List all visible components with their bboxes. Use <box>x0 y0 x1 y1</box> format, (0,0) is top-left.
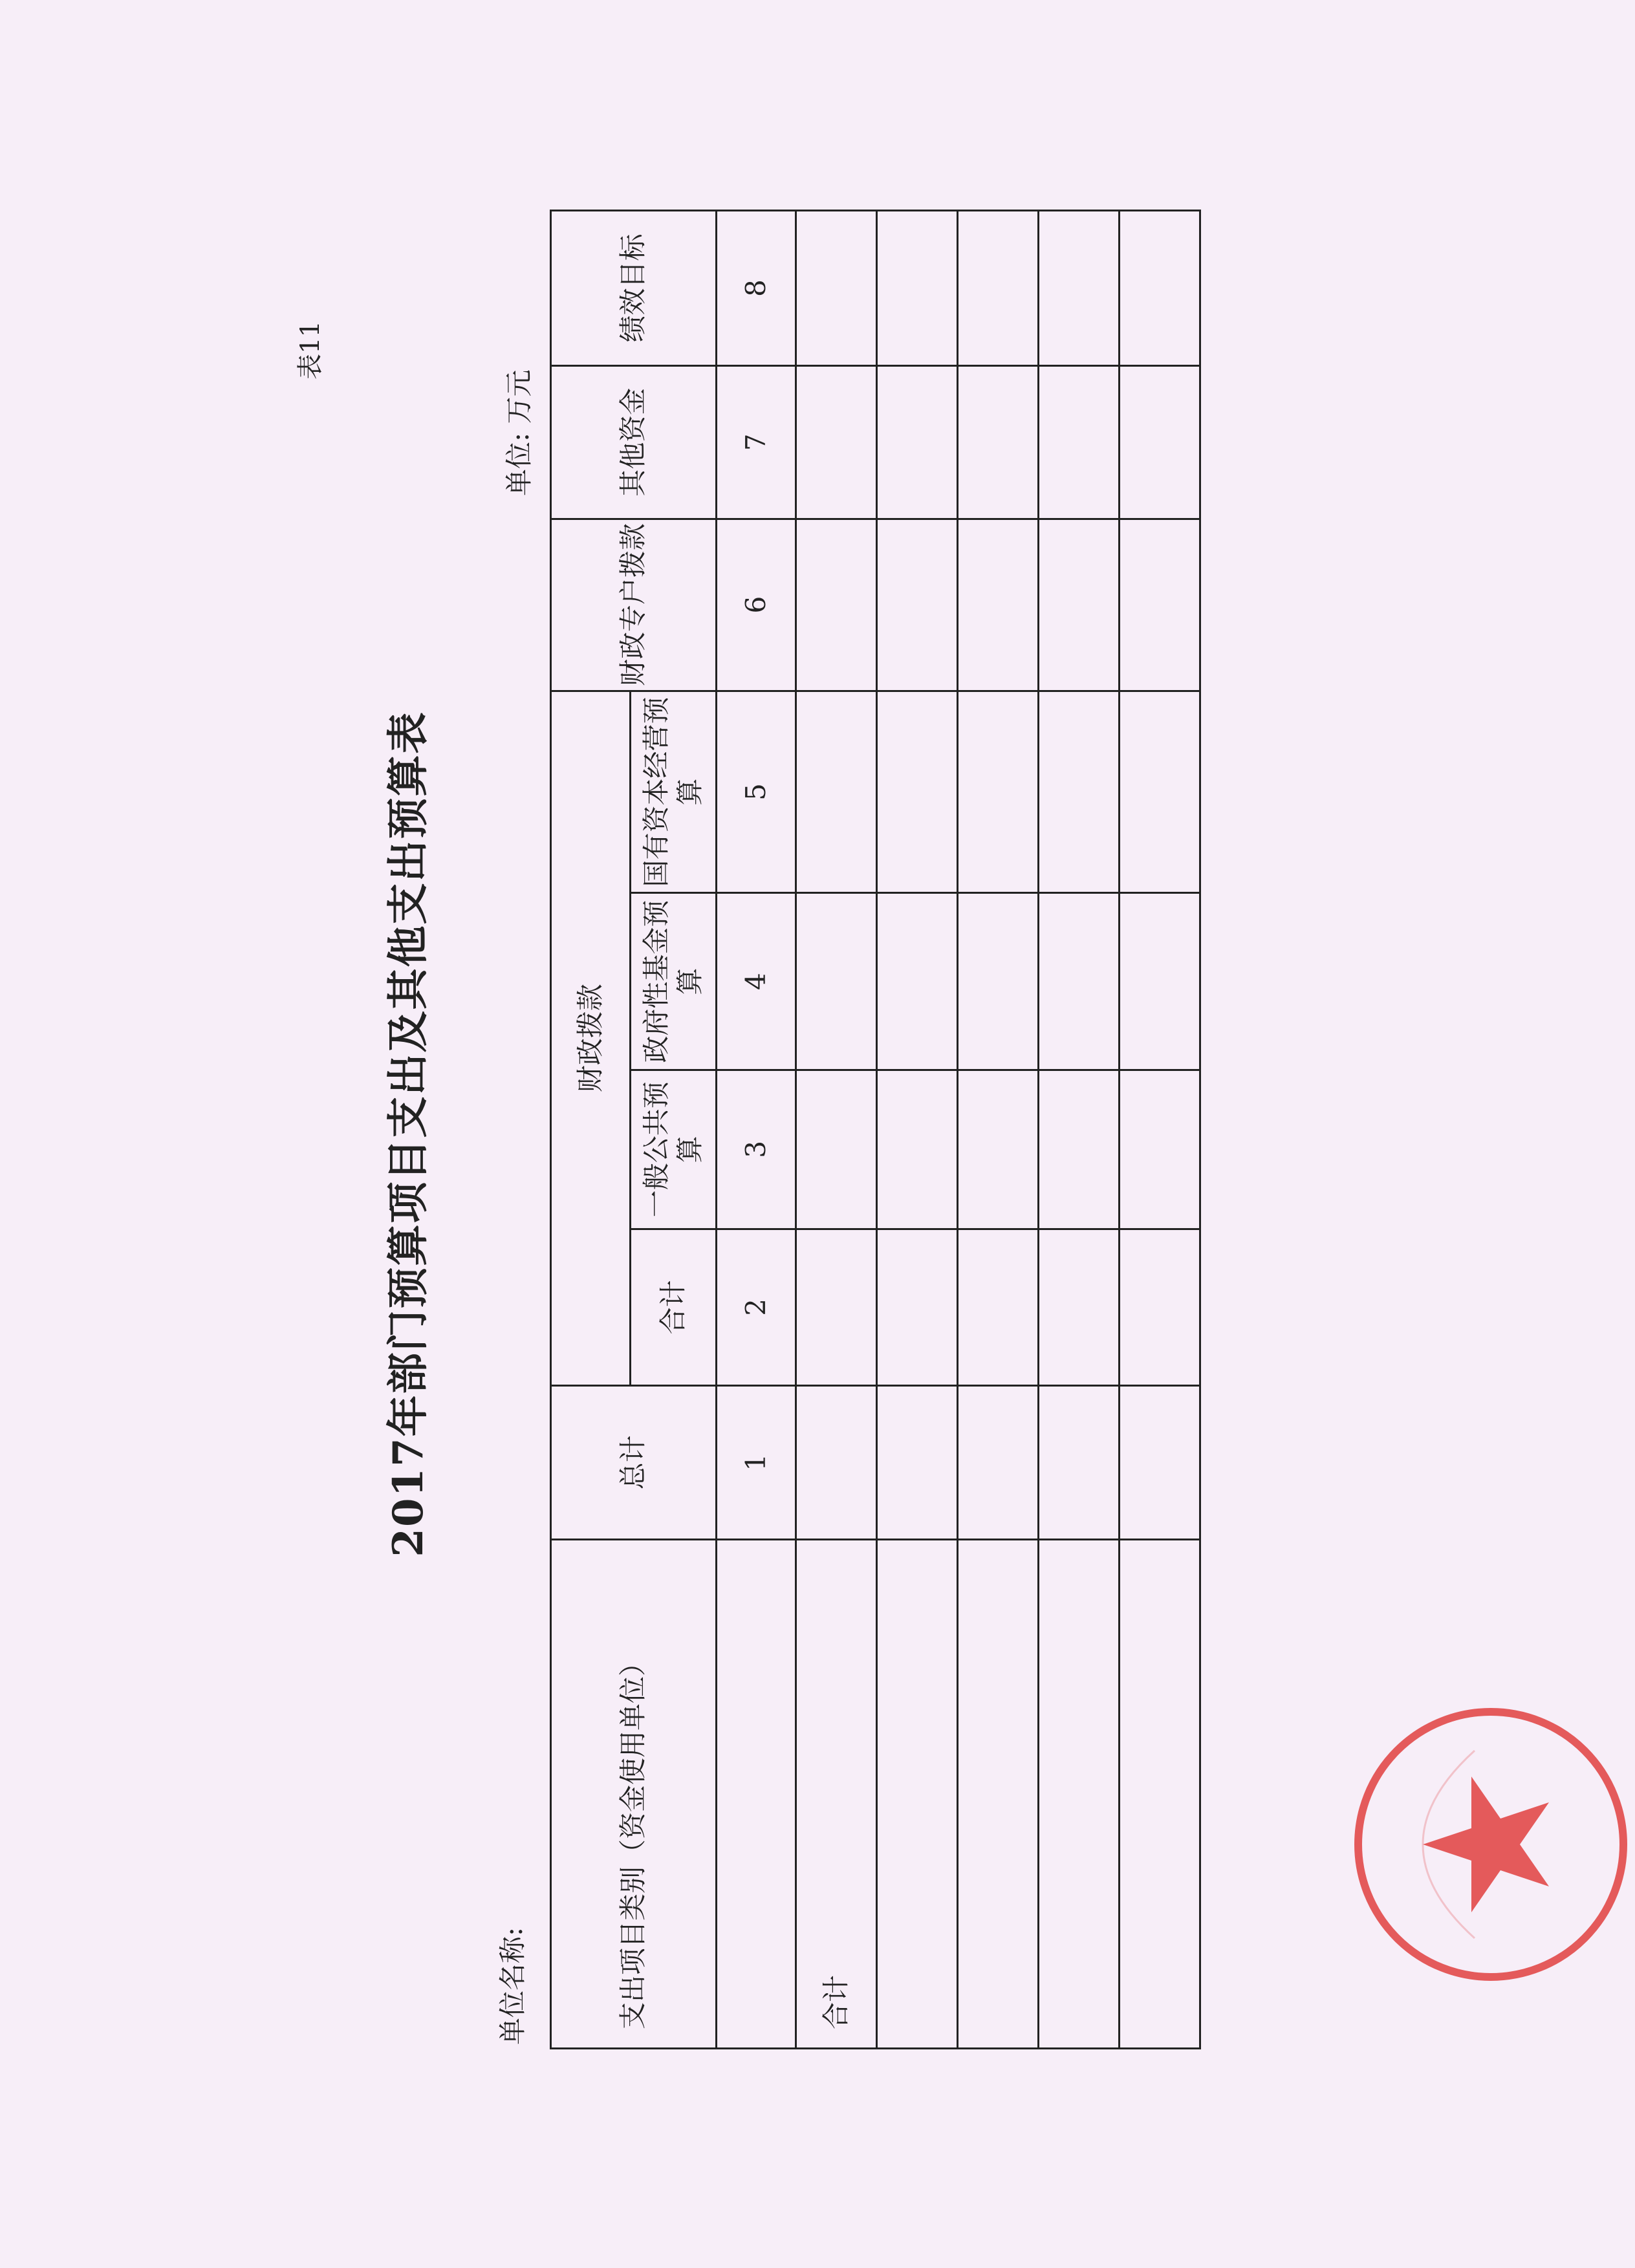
table-cell <box>1039 691 1120 893</box>
official-seal <box>1345 1699 1635 1990</box>
col-num-cell: 7 <box>717 365 796 519</box>
unit-name-label: 单位名称: <box>497 1927 528 2045</box>
table-cell <box>796 1070 877 1229</box>
table-row <box>877 211 958 2049</box>
row-label <box>1120 1539 1200 2048</box>
table-cell <box>877 691 958 893</box>
table-cell <box>877 1385 958 1539</box>
table-cell <box>958 211 1039 366</box>
header-performance: 绩效目标 <box>551 211 717 366</box>
table-cell <box>796 365 877 519</box>
header-other-funds: 其他资金 <box>551 365 717 519</box>
row-label <box>877 1539 958 2048</box>
col-num-cell <box>717 1539 796 2048</box>
currency-unit-label: 单位: 万元 <box>503 369 535 496</box>
table-cell <box>1120 1385 1200 1539</box>
col-num-cell: 1 <box>717 1385 796 1539</box>
header-state-capital: 国有资本经营预算 <box>631 691 717 893</box>
header-category: 支出项目类别（资金使用单位） <box>551 1539 717 2048</box>
table-cell <box>796 1385 877 1539</box>
table-cell <box>796 691 877 893</box>
header-fiscal-allocation: 财政拨款 <box>551 691 631 1385</box>
table-cell <box>796 211 877 366</box>
table-cell <box>1039 1070 1120 1229</box>
page-title: 2017年部门预算项目支出及其他支出预算表 <box>384 711 433 1557</box>
table-cell <box>958 691 1039 893</box>
table-cell <box>877 211 958 366</box>
col-num-cell: 6 <box>717 519 796 691</box>
table-cell <box>958 1385 1039 1539</box>
header-gov-fund: 政府性基金预算 <box>631 893 717 1070</box>
table-cell <box>958 893 1039 1070</box>
header-fiscal-subtotal: 合计 <box>631 1229 717 1385</box>
table-cell <box>877 519 958 691</box>
table-cell <box>1120 893 1200 1070</box>
table-row <box>958 211 1039 2049</box>
table-cell <box>1120 1070 1200 1229</box>
table-cell <box>1039 893 1120 1070</box>
header-special-account: 财政专户拨款 <box>551 519 717 691</box>
table-cell <box>958 519 1039 691</box>
table-cell <box>796 893 877 1070</box>
table-cell <box>877 893 958 1070</box>
table-cell <box>877 1070 958 1229</box>
col-num-cell: 5 <box>717 691 796 893</box>
table-cell <box>1039 211 1120 366</box>
table-cell <box>1120 1229 1200 1385</box>
table-row <box>1039 211 1120 2049</box>
table-cell <box>1120 519 1200 691</box>
table-cell <box>958 1229 1039 1385</box>
table-cell <box>1039 365 1120 519</box>
table-cell <box>796 1229 877 1385</box>
col-num-cell: 8 <box>717 211 796 366</box>
table-cell <box>1039 1385 1120 1539</box>
star-icon <box>1423 1777 1549 1912</box>
row-label: 合计 <box>796 1539 877 2048</box>
table-cell <box>1120 691 1200 893</box>
budget-table <box>550 210 1201 2049</box>
table-cell <box>958 1070 1039 1229</box>
row-label <box>1039 1539 1120 2048</box>
table-cell <box>796 519 877 691</box>
col-num-cell: 2 <box>717 1229 796 1385</box>
table-cell <box>877 1229 958 1385</box>
header-total: 总计 <box>551 1385 717 1539</box>
table-cell <box>1120 365 1200 519</box>
table-cell <box>958 365 1039 519</box>
column-number-row <box>717 211 796 2049</box>
col-num-cell: 4 <box>717 893 796 1070</box>
form-number: 表11 <box>296 321 325 380</box>
header-general-public: 一般公共预算 <box>631 1070 717 1229</box>
table-row <box>796 211 877 2049</box>
row-label <box>958 1539 1039 2048</box>
table-cell <box>1120 211 1200 366</box>
table-cell <box>1039 1229 1120 1385</box>
col-num-cell: 3 <box>717 1070 796 1229</box>
table-row <box>1120 211 1200 2049</box>
table-cell <box>877 365 958 519</box>
table-cell <box>1039 519 1120 691</box>
